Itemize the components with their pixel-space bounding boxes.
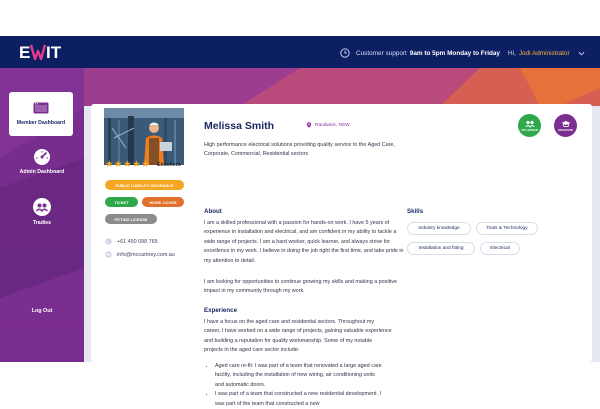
top-bar (0, 36, 600, 68)
clock-icon (340, 48, 350, 58)
tag-work-cover[interactable]: WORK COVER (142, 197, 184, 207)
volunteer-badge (518, 114, 541, 137)
phone-icon (105, 238, 112, 245)
graduate-badge (554, 114, 577, 137)
experience-list (204, 362, 384, 409)
contact-phone[interactable] (105, 238, 158, 245)
sidebar (0, 68, 84, 362)
experience-intro: I have a focus on the aged care and residential sectors. Throughout my career, I have worked on a wide range of projects, gaining valuable experience and building a reputation for quality workmanship. Some of my notable projects in the aged care sector include: (204, 319, 392, 354)
sidebar-item-label: Member Dashboard (16, 120, 66, 126)
star-icon: ★ (141, 159, 150, 170)
logout-link[interactable]: Log Out (31, 308, 53, 314)
star-icon: ★ (123, 159, 132, 170)
profile-location (306, 122, 350, 128)
tag-fitting-license[interactable]: FITTING LICENSE (105, 214, 157, 224)
tag-ticket[interactable]: TICKET (105, 197, 138, 207)
customer-support-info (340, 46, 500, 60)
skills-heading: Skills (407, 208, 424, 215)
volunteer-icon (525, 120, 535, 128)
list-item: • I was part of a team that constructed a new residential development. I was part of the team that constructed a new (215, 390, 384, 409)
sidebar-item-admin-dashboard[interactable] (0, 148, 84, 175)
star-icon: ★ (132, 159, 141, 170)
app-frame (0, 36, 600, 407)
profile-photo (104, 108, 184, 165)
svg-text:E: E (19, 43, 31, 62)
user-menu[interactable] (508, 46, 585, 60)
badge-label: GRADUATE (557, 128, 574, 132)
skill-chip[interactable]: Tools & Technology (476, 222, 538, 235)
email-icon (105, 251, 112, 258)
graduate-cap-icon (561, 120, 571, 128)
skill-chip[interactable]: Electrical (480, 242, 520, 255)
svg-text:IT: IT (46, 43, 62, 62)
profile-tagline: High performance electrical solutions providing quality service to the Aged Care, Corporate, Commercial, Residential sectors (204, 142, 395, 158)
rating-label: Excellent (157, 161, 181, 168)
badge-label: VOLUNTEER (521, 128, 538, 132)
star-icon: ★ (105, 159, 114, 170)
map-pin-icon (306, 122, 312, 128)
profile-card (91, 104, 592, 407)
list-item: • Aged care re-fit: I was part of a team that renovated a large aged care facility, including the installation of new wiring, air conditioning units and automatic doors. (215, 362, 384, 390)
skill-chip[interactable]: Industry knowledge (407, 222, 471, 235)
rating (105, 160, 181, 170)
about-paragraph-2: I am looking for opportunities to continue growing my skills and making a positive impact in my community through my work. (204, 279, 397, 295)
greeting: Hi, (508, 49, 516, 57)
support-label: Customer support (356, 49, 407, 57)
tradies-icon (32, 197, 52, 217)
experience-heading: Experience (204, 307, 238, 314)
browser-window-icon (33, 102, 49, 114)
sidebar-item-label: Admin Dashboard (19, 169, 65, 175)
support-hours: 9am to 5pm Monday to Friday (409, 49, 500, 57)
about-paragraph: I am a skilled professional with a passion for hands-on work. I have 5 years of experience in installation and electrical, and am confident in my ability to tackle a wide range of projects. I am a hard worker, quick learner, and always strive for excellence in my work. I believe in doing the job right the first time, and take pride in my attention to detail. (204, 220, 404, 264)
sidebar-item-member-dashboard[interactable] (9, 92, 73, 136)
skill-chip[interactable]: Installation and fitting (407, 242, 475, 255)
ewit-logo[interactable] (19, 41, 63, 63)
chevron-down-icon[interactable] (578, 50, 585, 57)
tag-public-liability[interactable]: PUBLIC LIABILITY INSURANCE (105, 180, 184, 190)
star-icon: ★ (114, 159, 123, 170)
profile-name: Melissa Smith (204, 120, 275, 132)
contact-email[interactable] (105, 251, 175, 258)
about-heading: About (204, 208, 222, 215)
phone-number: +61 450 098 765 (117, 238, 158, 245)
speedometer-icon (32, 148, 52, 166)
user-name[interactable]: Jodi Administrator (518, 49, 570, 57)
sidebar-item-label: Tradies (32, 220, 52, 226)
sidebar-item-tradies[interactable] (0, 197, 84, 226)
electrician-photo (104, 108, 184, 165)
location-text: Randwick, NSW (315, 122, 350, 128)
email-address: info@mccartney.com.au (117, 251, 175, 258)
